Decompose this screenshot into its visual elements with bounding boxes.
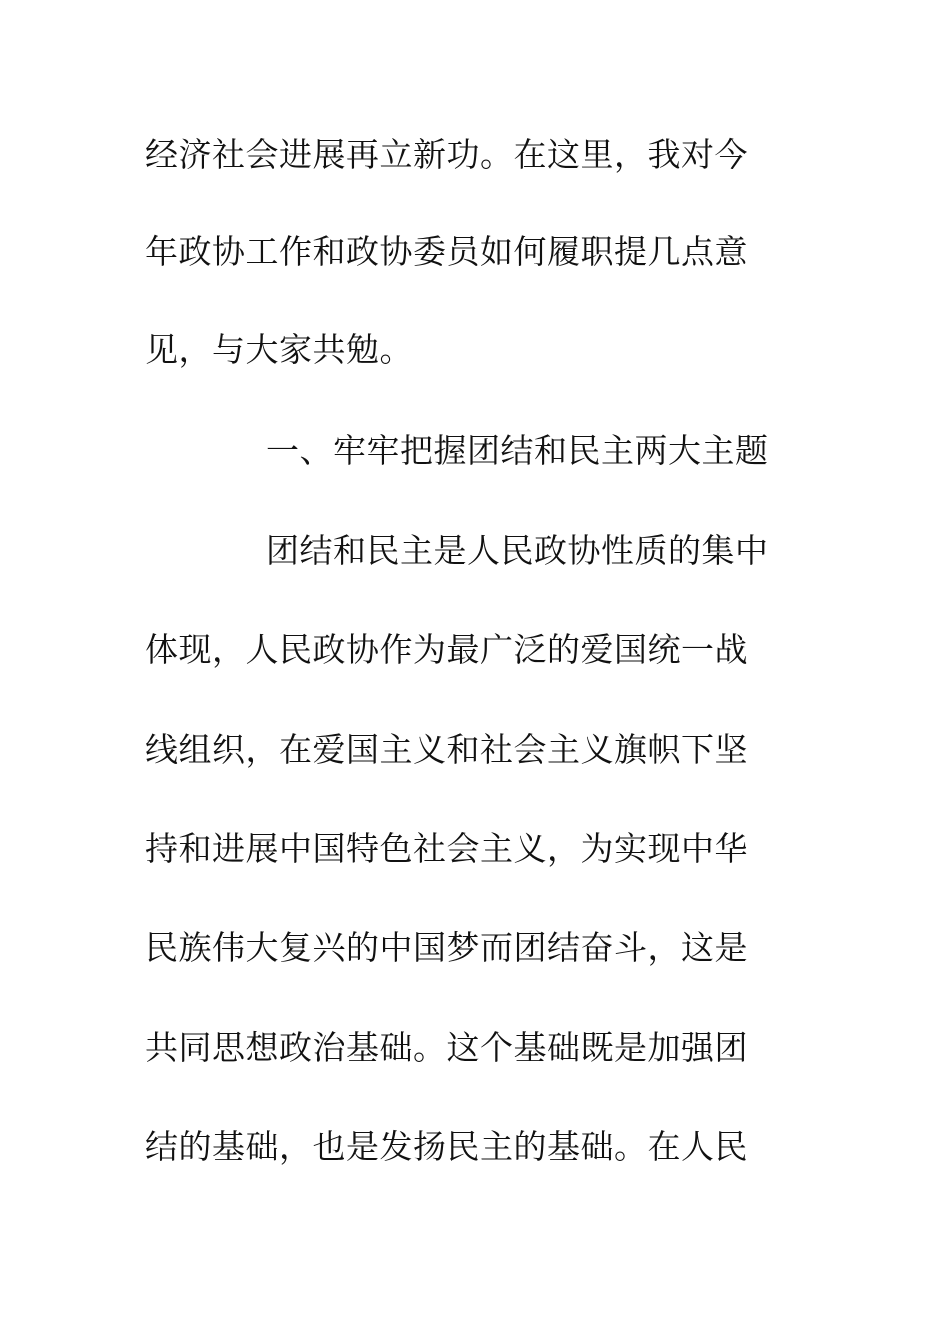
section-heading: 一、牢牢把握团结和民主两大主题 xyxy=(266,431,769,470)
text-line-3: 见，与大家共勉。 xyxy=(145,330,413,369)
text-line-1: 经济社会进展再立新功。在这里，我对今 xyxy=(145,135,748,174)
text-line-5: 团结和民主是人民政协性质的集中 xyxy=(266,531,769,570)
text-line-11: 结的基础，也是发扬民主的基础。在人民 xyxy=(145,1127,748,1166)
text-line-7: 线组织，在爱国主义和社会主义旗帜下坚 xyxy=(145,730,748,769)
text-line-8: 持和进展中国特色社会主义，为实现中华 xyxy=(145,829,748,868)
text-line-10: 共同思想政治基础。这个基础既是加强团 xyxy=(145,1028,748,1067)
text-line-6: 体现，人民政协作为最广泛的爱国统一战 xyxy=(145,630,748,669)
text-line-2: 年政协工作和政协委员如何履职提几点意 xyxy=(145,232,748,271)
text-line-9: 民族伟大复兴的中国梦而团结奋斗，这是 xyxy=(145,928,748,967)
